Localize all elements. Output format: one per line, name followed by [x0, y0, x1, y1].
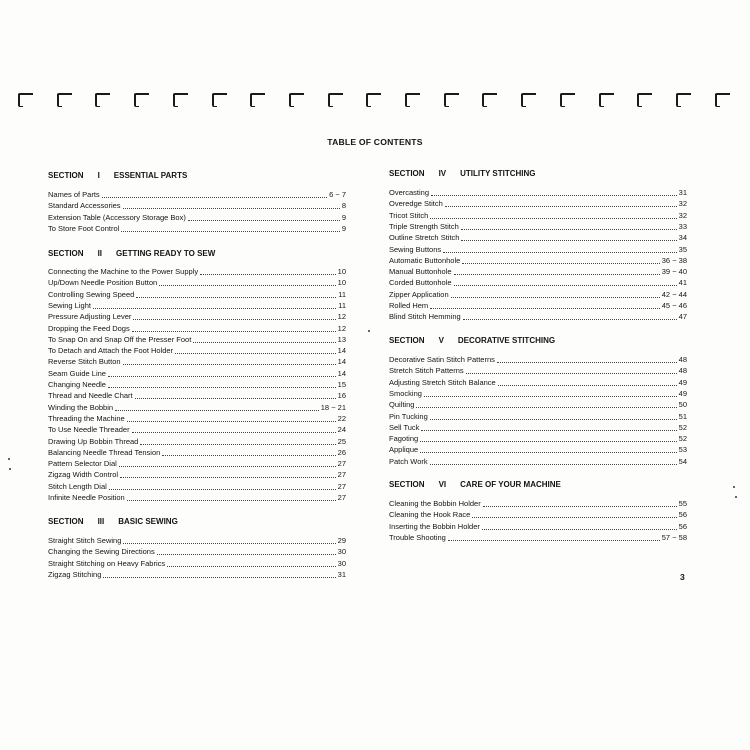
toc-entry — [48, 458, 346, 469]
toc-entry — [48, 300, 346, 311]
entry-title: Names of Parts — [48, 190, 100, 199]
entry-page: 9 — [341, 223, 346, 233]
entry-title: Pattern Selector Dial — [48, 459, 117, 469]
toc-entry — [389, 277, 687, 288]
dot-leader — [120, 476, 336, 478]
toc-entry — [48, 469, 346, 480]
toc-entry — [389, 365, 687, 376]
entry-page: 24 — [337, 425, 346, 435]
entry-page: 11 — [338, 289, 346, 299]
entry-page: 30 — [337, 558, 346, 568]
toc-entry — [389, 300, 687, 311]
entry-title: Stretch Stitch Patterns — [389, 366, 464, 376]
entry-page: 27 — [337, 493, 346, 502]
section-numeral: II — [97, 249, 103, 258]
entry-title: Zigzag Stitching — [48, 569, 102, 579]
section-label: SECTION — [389, 480, 425, 489]
entry-page: 25 — [337, 436, 346, 446]
entry-title: Threading the Machine — [48, 413, 125, 423]
entry-title: Dropping the Feed Dogs — [48, 323, 130, 333]
dot-leader — [188, 219, 340, 221]
entry-title: Cleaning the Hook Race — [389, 510, 471, 520]
entry-title: Inserting the Bobbin Holder — [389, 521, 480, 531]
entry-page: 45 ~ 46 — [661, 301, 687, 310]
toc-entry — [48, 356, 346, 367]
entry-page: 6 ~ 7 — [329, 190, 346, 199]
dot-leader — [133, 318, 335, 320]
entry-page: 31 — [337, 569, 346, 579]
entry-title: Sell Tuck — [389, 422, 420, 432]
binding-hook — [289, 93, 305, 105]
section-title: CARE OF YOUR MACHINE — [460, 480, 561, 489]
entry-page: 22 — [337, 413, 346, 423]
toc-entry — [48, 266, 346, 277]
entry-title: Smocking — [389, 388, 422, 398]
entry-title: Tricot Stitch — [389, 210, 429, 220]
entry-page: 41 — [678, 278, 687, 288]
entry-page: 26 — [337, 447, 346, 457]
entry-title: Patch Work — [389, 456, 428, 466]
toc-entry — [389, 377, 687, 388]
toc-entry — [48, 200, 346, 211]
section-heading — [48, 517, 178, 526]
entry-title: Trouble Shooting — [389, 532, 446, 542]
entry-page: 48 — [678, 366, 687, 376]
dot-leader — [430, 418, 677, 420]
binding-hook — [521, 93, 537, 105]
entry-page: 56 — [678, 521, 687, 531]
dot-leader — [430, 307, 660, 309]
section-label: SECTION — [48, 249, 84, 258]
binding-hook — [405, 93, 421, 105]
toc-entry — [389, 210, 687, 221]
toc-entry — [48, 447, 346, 458]
binding-hook — [444, 93, 460, 105]
entry-page: 12 — [337, 312, 346, 322]
entry-page: 36 ~ 38 — [661, 255, 687, 265]
entry-title: Fagoting — [389, 434, 419, 444]
entry-page: 34 — [678, 233, 687, 243]
dot-leader — [498, 384, 677, 386]
toc-entry — [48, 402, 346, 413]
dot-leader — [157, 553, 336, 555]
entry-title: Overedge Stitch — [389, 199, 443, 209]
dot-leader — [420, 440, 676, 442]
dot-leader — [200, 273, 336, 275]
toc-entry — [48, 368, 346, 379]
section-title: BASIC SEWING — [118, 517, 178, 526]
toc-entry — [389, 187, 687, 198]
entry-page: 31 — [678, 188, 687, 197]
section-title: DECORATIVE STITCHING — [457, 336, 556, 345]
entry-page: 27 — [337, 459, 346, 469]
entry-title: Applique — [389, 445, 419, 455]
entry-title: Triple Strength Stitch — [389, 221, 459, 231]
toc-entry — [389, 422, 687, 433]
dot-leader — [451, 296, 660, 298]
entry-title: Drawing Up Bobbin Thread — [48, 436, 139, 446]
dot-leader — [472, 516, 676, 518]
toc-entry — [48, 390, 346, 401]
section-heading — [48, 249, 215, 258]
section-title: ESSENTIAL PARTS — [113, 171, 188, 180]
section-numeral: I — [97, 171, 100, 180]
toc-entry — [48, 535, 346, 546]
toc-entry — [48, 546, 346, 557]
toc-entry — [48, 481, 346, 492]
dot-leader — [132, 330, 336, 332]
binding-hook — [328, 93, 344, 105]
entry-page: 18 ~ 21 — [320, 402, 346, 412]
entry-page: 32 — [678, 199, 687, 209]
toc-entry — [389, 456, 687, 467]
entry-title: Manual Buttonhole — [389, 267, 452, 277]
binding-hook — [173, 93, 189, 105]
toc-entry — [48, 212, 346, 223]
dot-leader — [430, 217, 676, 219]
section-numeral: III — [97, 517, 105, 526]
toc-entry — [389, 444, 687, 455]
entry-page: 51 — [678, 411, 687, 421]
toc-entry — [389, 289, 687, 300]
toc-entry — [48, 424, 346, 435]
dot-leader — [159, 284, 335, 286]
section-label: SECTION — [389, 169, 425, 178]
entry-page: 52 — [678, 422, 687, 432]
toc-entry — [48, 189, 346, 200]
entry-page: 10 — [337, 267, 346, 276]
binding-hook — [676, 93, 692, 105]
dot-leader — [454, 273, 660, 275]
entry-title: Sewing Light — [48, 300, 91, 310]
entry-page: 13 — [337, 334, 346, 344]
toc-entry — [48, 289, 346, 300]
entry-page: 53 — [678, 445, 687, 455]
toc-entry — [48, 311, 346, 322]
entry-title: Corded Buttonhole — [389, 278, 452, 288]
section-heading — [389, 169, 536, 178]
toc-entry — [389, 354, 687, 365]
dot-leader — [416, 406, 676, 408]
entry-page: 14 — [337, 357, 346, 367]
toc-entry — [389, 388, 687, 399]
entry-page: 11 — [338, 300, 346, 310]
entry-page: 10 — [337, 278, 346, 288]
entry-title: Adjusting Stretch Stitch Balance — [389, 377, 496, 387]
entry-page: 16 — [337, 391, 346, 401]
toc-entry — [48, 323, 346, 334]
binding-hook — [366, 93, 382, 105]
dot-leader — [136, 296, 336, 298]
dot-leader — [109, 488, 336, 490]
section-heading — [389, 336, 555, 345]
entry-page: 14 — [337, 368, 346, 378]
entry-title: Overcasting — [389, 188, 430, 197]
binding-hook — [599, 93, 615, 105]
toc-entry — [389, 521, 687, 532]
toc-entry — [48, 334, 346, 345]
dot-leader — [132, 431, 336, 433]
dot-leader — [102, 196, 327, 198]
dot-leader — [443, 251, 677, 253]
binding-hook — [95, 93, 111, 105]
dot-leader — [193, 341, 335, 343]
entry-page: 39 ~ 40 — [661, 267, 687, 277]
dot-leader — [175, 352, 336, 354]
entry-title: Outline Stretch Stitch — [389, 233, 460, 243]
entry-title: Winding the Bobbin — [48, 402, 114, 412]
section-heading — [48, 171, 187, 180]
entry-title: To Store Foot Control — [48, 223, 120, 233]
dot-leader — [483, 505, 677, 507]
dot-leader — [162, 454, 335, 456]
section-title: GETTING READY TO SEW — [116, 249, 216, 258]
binding-hook — [212, 93, 228, 105]
entry-page: 27 — [337, 470, 346, 480]
toc-entry — [389, 266, 687, 277]
page-number: 3 — [680, 572, 685, 582]
dot-leader — [127, 499, 336, 501]
entry-page: 32 — [678, 210, 687, 220]
entry-page: 55 — [678, 499, 687, 508]
entry-title: Pressure Adjusting Lever — [48, 312, 132, 322]
entry-title: Sewing Buttons — [389, 244, 442, 254]
entry-page: 14 — [337, 346, 346, 356]
binding-hook — [18, 93, 34, 105]
entry-page: 56 — [678, 510, 687, 520]
entry-title: Quilting — [389, 400, 415, 410]
entry-page: 9 — [341, 212, 346, 222]
dot-leader — [421, 429, 676, 431]
entry-page: 57 ~ 58 — [661, 532, 687, 542]
binding-hook — [482, 93, 498, 105]
entry-page: 30 — [337, 547, 346, 557]
section-label: SECTION — [48, 171, 84, 180]
entry-page: 33 — [678, 221, 687, 231]
toc-entry — [48, 379, 346, 390]
dot-leader — [454, 284, 677, 286]
entry-title: To Use Needle Threader — [48, 425, 130, 435]
entry-title: Controlling Sewing Speed — [48, 289, 135, 299]
dot-leader — [445, 205, 677, 207]
section-label: SECTION — [48, 517, 84, 526]
entry-title: Straight Stitching on Heavy Fabrics — [48, 558, 166, 568]
entry-page: 42 ~ 44 — [661, 289, 687, 299]
dot-leader — [497, 361, 677, 363]
toc-entry — [389, 311, 687, 322]
section-numeral: V — [438, 336, 444, 345]
dot-leader — [430, 463, 677, 465]
section-numeral: VI — [438, 480, 447, 489]
entry-title: Stitch Length Dial — [48, 481, 107, 491]
entry-title: Straight Stitch Sewing — [48, 536, 122, 545]
toc-entry — [48, 223, 346, 234]
binding-hook — [134, 93, 150, 105]
entry-page: 48 — [678, 355, 687, 364]
dot-leader — [461, 228, 677, 230]
toc-entry — [389, 244, 687, 255]
entry-title: Cleaning the Bobbin Holder — [389, 499, 481, 508]
dot-leader — [463, 318, 677, 320]
section-label: SECTION — [389, 336, 425, 345]
dot-leader — [119, 465, 336, 467]
entry-title: Decorative Satin Stitch Patterns — [389, 355, 495, 364]
section-numeral: IV — [438, 169, 447, 178]
dot-leader — [167, 565, 336, 567]
entry-page: 27 — [337, 481, 346, 491]
entry-title: To Snap On and Snap Off the Presser Foot — [48, 334, 192, 344]
entry-page: 12 — [337, 323, 346, 333]
toc-entry — [48, 277, 346, 288]
entry-title: Zipper Application — [389, 289, 449, 299]
dot-leader — [135, 397, 336, 399]
dot-leader — [103, 576, 335, 578]
dot-leader — [123, 363, 336, 365]
entry-page: 47 — [678, 312, 687, 322]
entry-title: Standard Accessories — [48, 201, 121, 211]
entry-page: 52 — [678, 434, 687, 444]
entry-page: 54 — [678, 456, 687, 466]
entry-title: Pin Tucking — [389, 411, 428, 421]
entry-title: Up/Down Needle Position Button — [48, 278, 158, 288]
toc-entry — [389, 433, 687, 444]
binding-hook — [250, 93, 266, 105]
entry-page: 8 — [341, 201, 346, 211]
dot-leader — [108, 375, 336, 377]
dot-leader — [123, 207, 340, 209]
toc-entry — [389, 198, 687, 209]
entry-title: Seam Guide Line — [48, 368, 106, 378]
toc-entry — [389, 411, 687, 422]
dot-leader — [420, 451, 676, 453]
dot-leader — [461, 239, 676, 241]
entry-page: 50 — [678, 400, 687, 410]
entry-title: Extension Table (Accessory Storage Box) — [48, 212, 186, 222]
dot-leader — [482, 528, 677, 530]
entry-title: Thread and Needle Chart — [48, 391, 133, 401]
entry-title: Balancing Needle Thread Tension — [48, 447, 161, 457]
toc-entry — [389, 498, 687, 509]
dot-leader — [108, 386, 336, 388]
entry-page: 15 — [337, 380, 346, 389]
binding-hook — [637, 93, 653, 105]
toc-entry — [389, 232, 687, 243]
dot-leader — [140, 443, 335, 445]
dot-leader — [448, 539, 660, 541]
binding-hook — [715, 93, 731, 105]
dot-leader — [431, 194, 677, 196]
dot-leader — [93, 307, 336, 309]
dot-leader — [127, 420, 336, 422]
toc-entry — [389, 221, 687, 232]
entry-title: Connecting the Machine to the Power Supply — [48, 267, 199, 276]
section-heading — [389, 480, 561, 489]
spiral-binding — [18, 93, 728, 107]
entry-title: Changing the Sewing Directions — [48, 547, 155, 557]
entry-title: Blind Stitch Hemming — [389, 312, 461, 322]
binding-hook — [57, 93, 73, 105]
toc-entry — [48, 569, 346, 580]
entry-title: To Detach and Attach the Foot Holder — [48, 346, 174, 356]
toc-entry — [48, 492, 346, 503]
dot-leader — [424, 395, 677, 397]
entry-page: 35 — [678, 244, 687, 254]
dot-leader — [121, 230, 340, 232]
binding-hook — [560, 93, 576, 105]
toc-entry — [389, 255, 687, 266]
entry-title: Changing Needle — [48, 380, 106, 389]
entry-title: Zigzag Width Control — [48, 470, 119, 480]
entry-title: Reverse Stitch Button — [48, 357, 121, 367]
entry-title: Automatic Buttonhole — [389, 255, 461, 265]
toc-entry — [48, 345, 346, 356]
dot-leader — [115, 409, 319, 411]
dot-leader — [123, 542, 335, 544]
section-title: UTILITY STITCHING — [460, 169, 536, 178]
toc-entry — [389, 509, 687, 520]
toc-entry — [389, 532, 687, 543]
entry-page: 49 — [678, 377, 687, 387]
entry-title: Rolled Hem — [389, 301, 429, 310]
toc-entry — [389, 399, 687, 410]
toc-entry — [48, 413, 346, 424]
toc-entry — [48, 558, 346, 569]
entry-page: 29 — [337, 536, 346, 545]
entry-title: Infinite Needle Position — [48, 493, 125, 502]
dot-leader — [466, 372, 677, 374]
entry-page: 49 — [678, 388, 687, 398]
dot-leader — [462, 262, 659, 264]
page-title: TABLE OF CONTENTS — [327, 137, 423, 147]
toc-entry — [48, 436, 346, 447]
